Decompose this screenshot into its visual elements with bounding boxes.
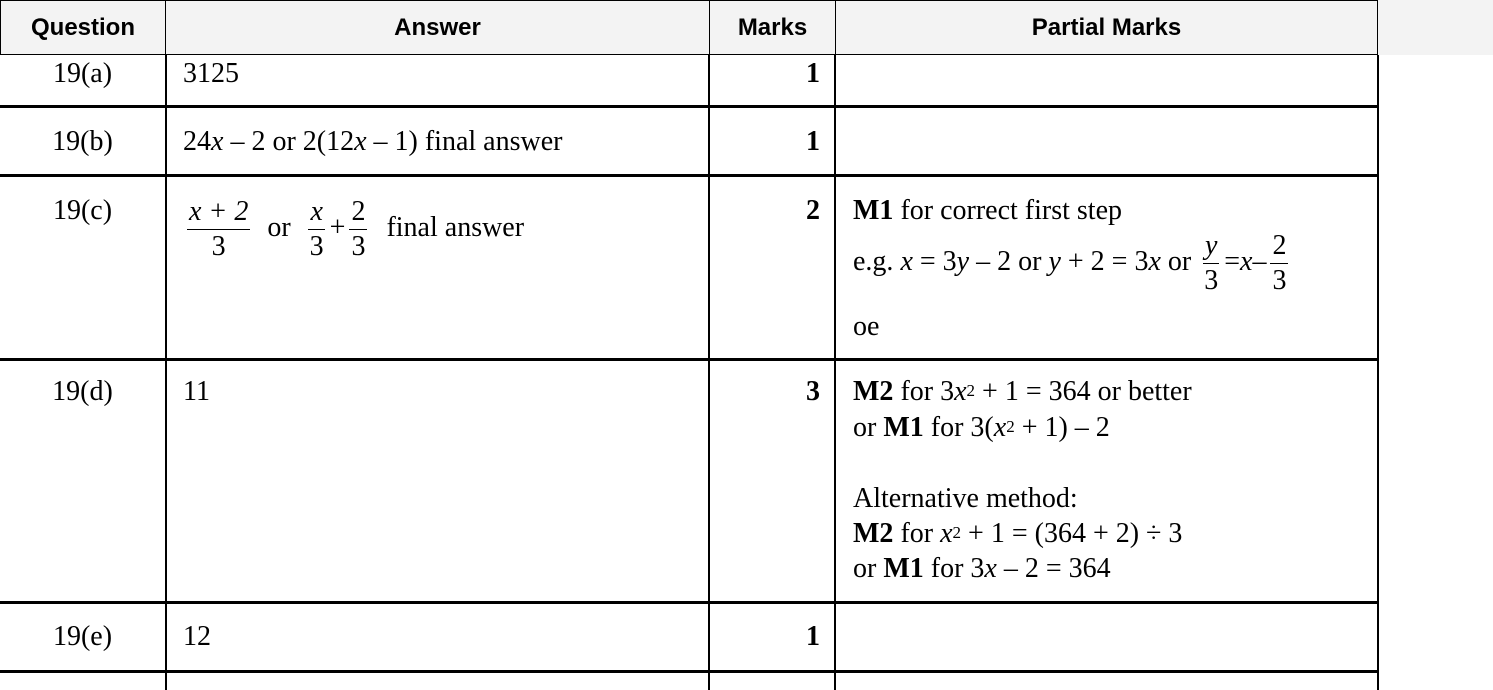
plus-sign: + bbox=[329, 211, 346, 243]
answer-text: or bbox=[267, 211, 291, 243]
partial-marks-cell: Alternative method: bbox=[853, 483, 1078, 514]
answer-cell: 12 bbox=[183, 621, 211, 652]
header-answer: Answer bbox=[165, 0, 710, 55]
variable: y bbox=[956, 245, 970, 277]
fraction: $\frac{x}{3}$ bbox=[309, 196, 324, 262]
partial-text: + 1 = 364 or better bbox=[975, 376, 1192, 407]
fraction: $\frac{x + 2}{3}$ bbox=[189, 196, 249, 262]
partial-text: for bbox=[893, 518, 941, 549]
answer-text: – 1) final answer bbox=[366, 126, 563, 157]
partial-marks-cell bbox=[853, 374, 1192, 412]
row-divider bbox=[0, 105, 1378, 108]
partial-text: + 1 = (364 + 2) ÷ 3 bbox=[961, 518, 1183, 549]
answer-text: – 2 or 2(12 bbox=[223, 126, 355, 157]
marks-cell: 3 bbox=[806, 376, 820, 407]
partial-marks-cell bbox=[853, 232, 1292, 295]
variable: y bbox=[1048, 245, 1061, 277]
answer-text: final answer bbox=[386, 211, 525, 243]
variable: x bbox=[900, 245, 913, 277]
partial-text: for 3( bbox=[923, 412, 994, 443]
partial-marks-cell bbox=[853, 551, 1111, 586]
marks-cell: 1 bbox=[806, 126, 820, 157]
partial-text: or bbox=[1160, 245, 1199, 277]
row-divider bbox=[0, 358, 1378, 361]
exponent: 2 bbox=[1006, 417, 1015, 436]
variable: x bbox=[984, 553, 997, 584]
variable: x bbox=[211, 126, 224, 157]
mark-code: M2 bbox=[853, 376, 894, 407]
column-divider bbox=[708, 55, 710, 690]
question-cell: 19(b) bbox=[52, 126, 113, 157]
marks-cell: 1 bbox=[806, 58, 820, 89]
fraction: $\frac{2}{3}$ bbox=[351, 196, 366, 262]
header-marks: Marks bbox=[709, 0, 836, 55]
header-partial-marks: Partial Marks bbox=[835, 0, 1378, 55]
partial-marks-cell bbox=[853, 193, 1122, 228]
answer-cell: 3125 bbox=[183, 58, 239, 89]
variable: x bbox=[1148, 245, 1161, 277]
answer-cell bbox=[183, 198, 524, 261]
question-cell: 19(a) bbox=[52, 58, 113, 89]
minus-sign: – bbox=[1252, 245, 1267, 277]
partial-text: – 2 or bbox=[969, 245, 1049, 277]
answer-cell bbox=[183, 124, 562, 160]
mark-code: M1 bbox=[883, 412, 924, 443]
partial-text: for 3 bbox=[923, 553, 985, 584]
question-cell: 19(e) bbox=[52, 621, 113, 652]
mark-code: M1 bbox=[883, 553, 924, 584]
exponent: 2 bbox=[952, 523, 962, 542]
answer-cell: 11 bbox=[183, 376, 210, 407]
partial-text: or bbox=[853, 553, 884, 584]
partial-text: + 1) – 2 bbox=[1014, 412, 1110, 443]
partial-text: for correct first step bbox=[893, 195, 1123, 226]
variable: x bbox=[993, 412, 1007, 443]
header-question: Question bbox=[0, 0, 166, 55]
column-divider bbox=[834, 55, 836, 690]
variable: x bbox=[1240, 245, 1253, 277]
variable: x bbox=[940, 518, 953, 549]
partial-text: or bbox=[853, 412, 884, 443]
partial-marks-cell bbox=[853, 410, 1110, 448]
partial-text: for 3 bbox=[893, 376, 955, 407]
column-divider bbox=[165, 55, 167, 690]
exponent: 2 bbox=[966, 381, 976, 400]
partial-text: + 2 = 3 bbox=[1060, 245, 1149, 277]
partial-text: = 3 bbox=[912, 245, 957, 277]
partial-marks-cell: oe bbox=[853, 311, 880, 342]
fraction: $\frac{2}{3}$ bbox=[1272, 230, 1287, 296]
question-cell: 19(c) bbox=[52, 195, 113, 226]
marks-cell: 2 bbox=[806, 195, 820, 226]
variable: x bbox=[354, 126, 367, 157]
row-divider bbox=[0, 670, 1378, 673]
question-cell: 19(d) bbox=[52, 376, 113, 407]
equals-sign: = bbox=[1224, 245, 1241, 277]
fraction: $\frac{y}{3}$ bbox=[1204, 230, 1219, 296]
mark-code: M1 bbox=[853, 195, 894, 226]
partial-marks-cell bbox=[853, 516, 1182, 554]
mark-code: M2 bbox=[853, 518, 894, 549]
row-divider bbox=[0, 174, 1378, 177]
answer-text: 24 bbox=[183, 126, 211, 157]
marks-cell: 1 bbox=[806, 621, 820, 652]
variable: x bbox=[954, 376, 967, 407]
partial-text: – 2 = 364 bbox=[996, 553, 1111, 584]
partial-text: e.g. bbox=[853, 245, 901, 277]
row-divider bbox=[0, 601, 1378, 604]
column-divider bbox=[1377, 55, 1379, 690]
